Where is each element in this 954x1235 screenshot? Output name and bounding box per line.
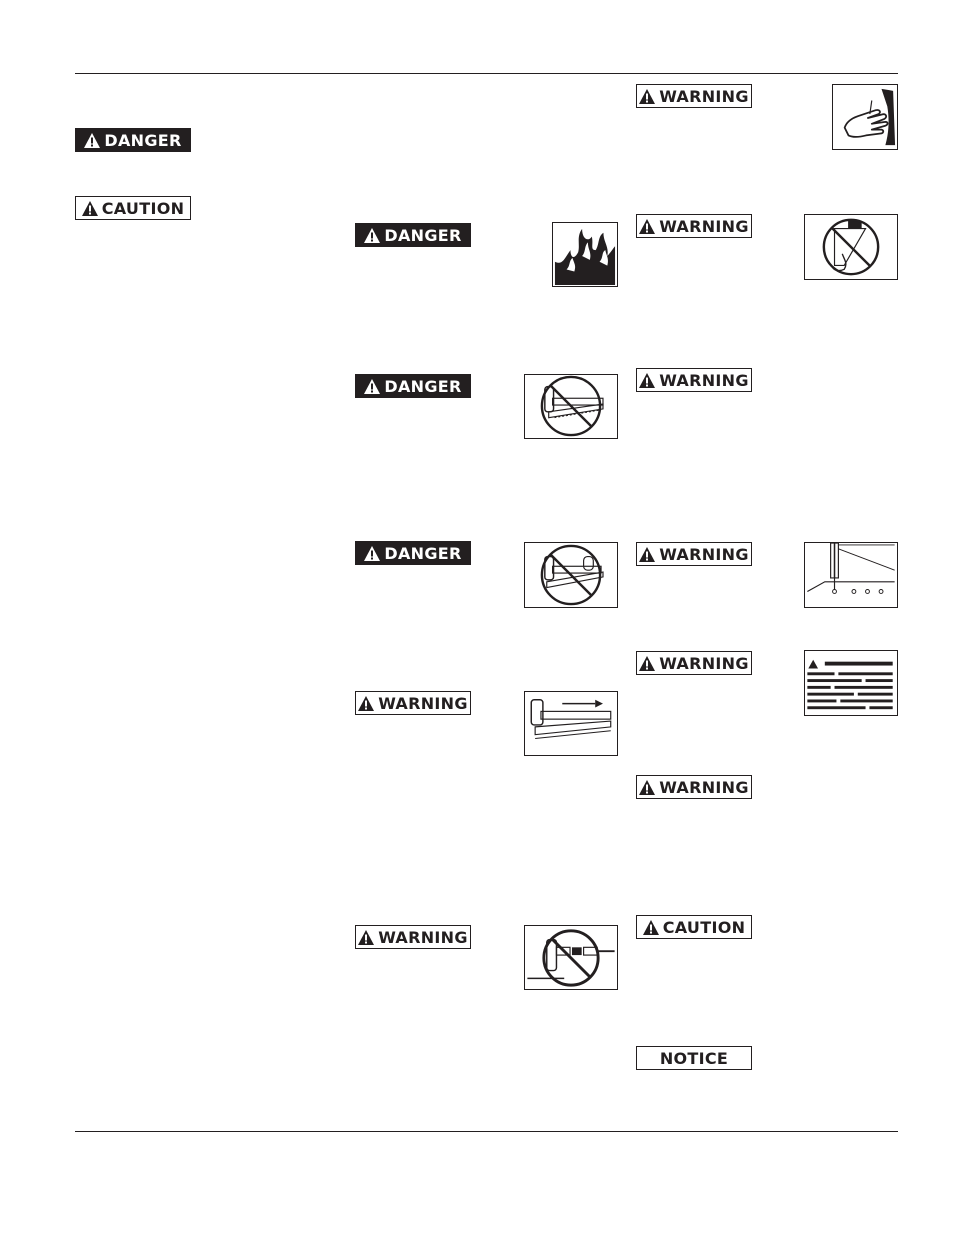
warning-label-text: WARNING: [659, 216, 749, 236]
warning-triangle-icon: [639, 547, 655, 562]
danger-label-text: DANGER: [384, 376, 462, 396]
prohibited-hand-contact-icon: [804, 214, 898, 280]
prohibited-air-fitting-icon: [524, 925, 618, 990]
warning-label: [636, 84, 752, 108]
warning-label: [636, 775, 752, 799]
warning-label: [355, 925, 471, 949]
warning-triangle-icon: [639, 656, 655, 671]
warning-triangle-icon: [639, 780, 655, 795]
caution-label: [636, 915, 752, 939]
warning-triangle-icon: [364, 379, 380, 394]
danger-label: [355, 223, 471, 247]
warning-label: [355, 691, 471, 715]
caution-label: [75, 196, 191, 220]
warning-triangle-icon: [82, 201, 98, 216]
danger-label-text: DANGER: [104, 130, 182, 150]
danger-label: [355, 374, 471, 398]
warning-triangle-icon: [358, 930, 374, 945]
hand-injury-icon: [832, 84, 898, 150]
notice-label: [636, 1046, 752, 1070]
warning-triangle-icon: [639, 373, 655, 388]
warning-triangle-icon: [364, 228, 380, 243]
nailer-disconnect-arrow-icon: [524, 691, 618, 756]
warning-label-text: WARNING: [659, 777, 749, 797]
notice-label-text: NOTICE: [659, 1048, 729, 1068]
warning-label-text: WARNING: [659, 86, 749, 106]
warning-label-text: WARNING: [378, 693, 468, 713]
warning-label-plate-icon: [804, 650, 898, 716]
bottom-rule: [75, 1131, 898, 1132]
warning-label: [636, 368, 752, 392]
fire-icon: [552, 222, 618, 287]
warning-triangle-icon: [84, 133, 100, 148]
warning-triangle-icon: [639, 219, 655, 234]
warning-triangle-icon: [643, 920, 659, 935]
warning-label-text: WARNING: [659, 370, 749, 390]
warning-label: [636, 214, 752, 238]
warning-label-text: WARNING: [659, 653, 749, 673]
warning-label: [636, 542, 752, 566]
danger-label-text: DANGER: [384, 225, 462, 245]
top-rule: [75, 73, 898, 74]
prohibited-nailer-icon: [524, 374, 618, 439]
warning-label-text: WARNING: [659, 544, 749, 564]
caution-label-text: CAUTION: [101, 198, 185, 218]
warning-triangle-icon: [358, 696, 374, 711]
warning-label-text: WARNING: [378, 927, 468, 947]
warning-triangle-icon: [364, 546, 380, 561]
warning-triangle-icon: [639, 89, 655, 104]
warning-label: [636, 651, 752, 675]
danger-label-text: DANGER: [384, 543, 462, 563]
nail-workpiece-icon: [804, 542, 898, 608]
danger-label: [75, 128, 191, 152]
caution-label-text: CAUTION: [662, 917, 746, 937]
prohibited-nailer-icon: [524, 542, 618, 608]
danger-label: [355, 541, 471, 565]
